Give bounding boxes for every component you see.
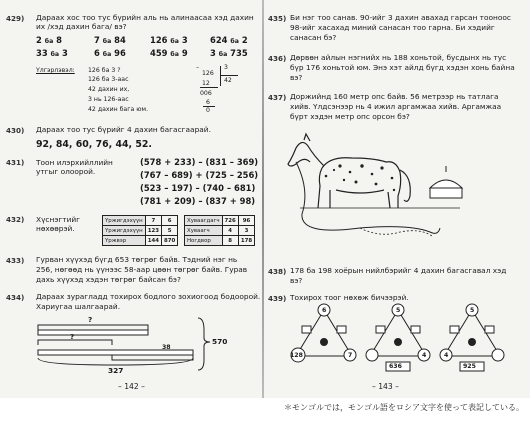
question-432-number: 432)	[6, 215, 25, 224]
pair-5: 33 ба 3	[36, 48, 68, 58]
page-number-left: – 142 –	[118, 382, 145, 391]
triangle-3-bottom: 925	[463, 363, 476, 370]
triangle-3-right-circle	[492, 349, 504, 361]
question-430-numbers: 92, 84, 60, 76, 44, 52.	[36, 139, 152, 150]
triangle-1-left-box	[302, 326, 311, 333]
pair-6: 6 ба 96	[94, 48, 126, 58]
table-row: Ногдвор 8 178	[185, 236, 255, 246]
table-row: Хуваагдагч 726 96	[185, 216, 255, 226]
question-434-text: Дараах зурагладд тохирох бодлого зохиогоод бодоорой.	[36, 292, 261, 301]
question-431-text-2: утгыг олоорой.	[36, 167, 96, 176]
triangle-2-left-box	[376, 326, 385, 333]
question-432-text: Хүснэгтийг	[36, 215, 81, 224]
pair-8: 3 ба 735	[210, 48, 248, 58]
question-435-number: 435)	[268, 14, 287, 23]
question-438-number: 438)	[268, 267, 287, 276]
question-430-number: 430)	[6, 126, 25, 135]
sample-line-4: 3 нь 126-аас	[88, 96, 129, 103]
page-number-right: – 143 –	[372, 382, 399, 391]
question-436-line-1: Дөрвөн айлын нэгнийх нь 188 хоньтой, бусдынх нь тус	[290, 53, 507, 62]
question-436-line-2: бүр 176 хоньтой юм. Энэ хэт айлд бүгд хэдэн хонь байна	[290, 63, 515, 72]
question-433-number: 433)	[6, 256, 25, 265]
question-436-number: 436)	[268, 54, 287, 63]
pair-1: 2 ба 8	[36, 35, 62, 45]
division-sub-2: 6	[206, 99, 210, 106]
question-434-number: 434)	[6, 293, 25, 302]
question-433-line-1: Гурван хүүхэд бүгд 653 төгрөг байв. Тэдний нэг нь	[36, 255, 238, 264]
triangle-1-right-box	[337, 326, 346, 333]
pair-4: 624 ба 2	[210, 35, 248, 45]
expression-1: (578 + 233) – (831 – 369)	[140, 157, 259, 167]
question-429-text-2: их /хэд дахин бага/ вэ?	[36, 22, 127, 31]
table-row: Хуваагч 4 3	[185, 226, 255, 236]
question-439-text: Тохирох тоог нөхөж бичээрэй.	[290, 293, 409, 302]
triangle-1-center-dot	[321, 339, 328, 346]
question-438-line-1: 178 ба 198 хоёрын нийлбэрийг 4 дахин багасгавал хэд	[290, 266, 507, 275]
question-430-text: Дараах тоо тус бүрийг 4 дахин багасгаарай.	[36, 125, 211, 134]
question-437-number: 437)	[268, 93, 287, 102]
division-rem-1: 006	[200, 90, 212, 97]
question-433-line-2: 256, нөгөөд нь үүнээс 58-аар цөөн төгрөг байв. Гурав	[36, 265, 248, 274]
question-438-line-2: вэ?	[290, 276, 303, 285]
question-431-text: Тоон илэрхийллийн	[36, 158, 113, 167]
middle-label: ?	[70, 332, 75, 341]
expression-2: (767 – 689) + (725 – 256)	[140, 170, 259, 180]
triangle-2-top: 5	[396, 307, 401, 314]
question-434-text-2: Хариугаа шалгаарай.	[36, 302, 121, 311]
division-quotient: 42	[224, 77, 232, 84]
triangle-3-center-dot	[469, 339, 476, 346]
triangle-3-left-box	[450, 326, 459, 333]
division-rem-2: 0	[206, 107, 210, 114]
question-431-number: 431)	[6, 158, 25, 167]
triangle-2-center-dot	[395, 339, 402, 346]
triangle-1-left: 128	[290, 352, 303, 359]
triangle-3-right-box	[485, 326, 494, 333]
expression-4: (781 + 209) – (837 + 98)	[140, 196, 256, 206]
division-minus: –	[196, 64, 200, 71]
footnote: ＊モンゴルでは，モンゴル語をロシア文字を使って表記している。	[284, 403, 524, 412]
question-429-text: Дараах хос тоо тус бүрийн аль нь алинаасаа хэд дахин	[36, 13, 254, 22]
triangle-3-left: 4	[444, 352, 449, 359]
triangle-1-right: 7	[348, 352, 353, 359]
division-sub-1: 12	[202, 80, 210, 87]
triangle-2-right-box	[411, 326, 420, 333]
question-435-line-2: 98-ийг хасахад миний санасан тоо гарна. Би хэдийг	[290, 23, 495, 32]
question-429-number: 429)	[6, 14, 25, 23]
small-label: 38	[162, 344, 171, 351]
triangle-2-bottom: 636	[389, 363, 402, 370]
sample-line-1: 126 ба 3 ?	[88, 67, 121, 74]
table-row: Үржигдэхүүн 123 5	[103, 226, 178, 236]
triangle-2-left-circle	[366, 349, 378, 361]
pair-3: 126 ба 3	[150, 35, 188, 45]
sample-label: Үлгэрлэвэл:	[36, 67, 75, 74]
question-433-line-3: дахь хүүхэд хэдэн төгрөг байсан бэ?	[36, 275, 181, 284]
triangle-1-top: 6	[322, 307, 327, 314]
question-437-line-2: хийв. Үлдсэнээр нь 4 ижил аргамжаа хийв. Аргамжаа	[290, 102, 502, 111]
question-435-line-3: санасан бэ?	[290, 33, 337, 42]
expression-3: (523 – 197) – (740 – 681)	[140, 183, 256, 193]
sample-line-3: 42 дахин их,	[88, 86, 130, 93]
pair-2: 7 ба 84	[94, 35, 126, 45]
table-row: Үржвэр 144 870	[103, 236, 178, 246]
bottom-label: 327	[108, 366, 124, 375]
question-437-line-3: бүрт хэдэн метр опс орсон бэ?	[290, 112, 410, 121]
pair-7: 459 ба 9	[150, 48, 188, 58]
top-label: ?	[88, 315, 93, 324]
question-436-line-3: вэ?	[290, 73, 303, 82]
question-432-text-2: нөхөөрэй.	[36, 224, 75, 233]
triangle-3-top: 5	[470, 307, 475, 314]
division-divisor: 3	[224, 64, 228, 71]
division-dividend: 126	[202, 70, 214, 77]
brace-label: 570	[212, 337, 228, 346]
table-row: Үржигдэхүүн 7 6	[103, 216, 178, 226]
question-435-line-1: Би нэг тоо санав. 90-ийг 3 дахин авахад гарсан тооноос	[290, 13, 511, 22]
question-439-number: 439)	[268, 294, 287, 303]
question-437-line-1: Доржийнд 160 метр опс байв. 56 метрээр нь татлага	[290, 92, 499, 101]
sample-line-2: 126 ба 3-аас	[88, 76, 129, 83]
sample-line-5: 42 дахин бага юм.	[88, 106, 149, 113]
triangle-2-right: 4	[422, 352, 427, 359]
